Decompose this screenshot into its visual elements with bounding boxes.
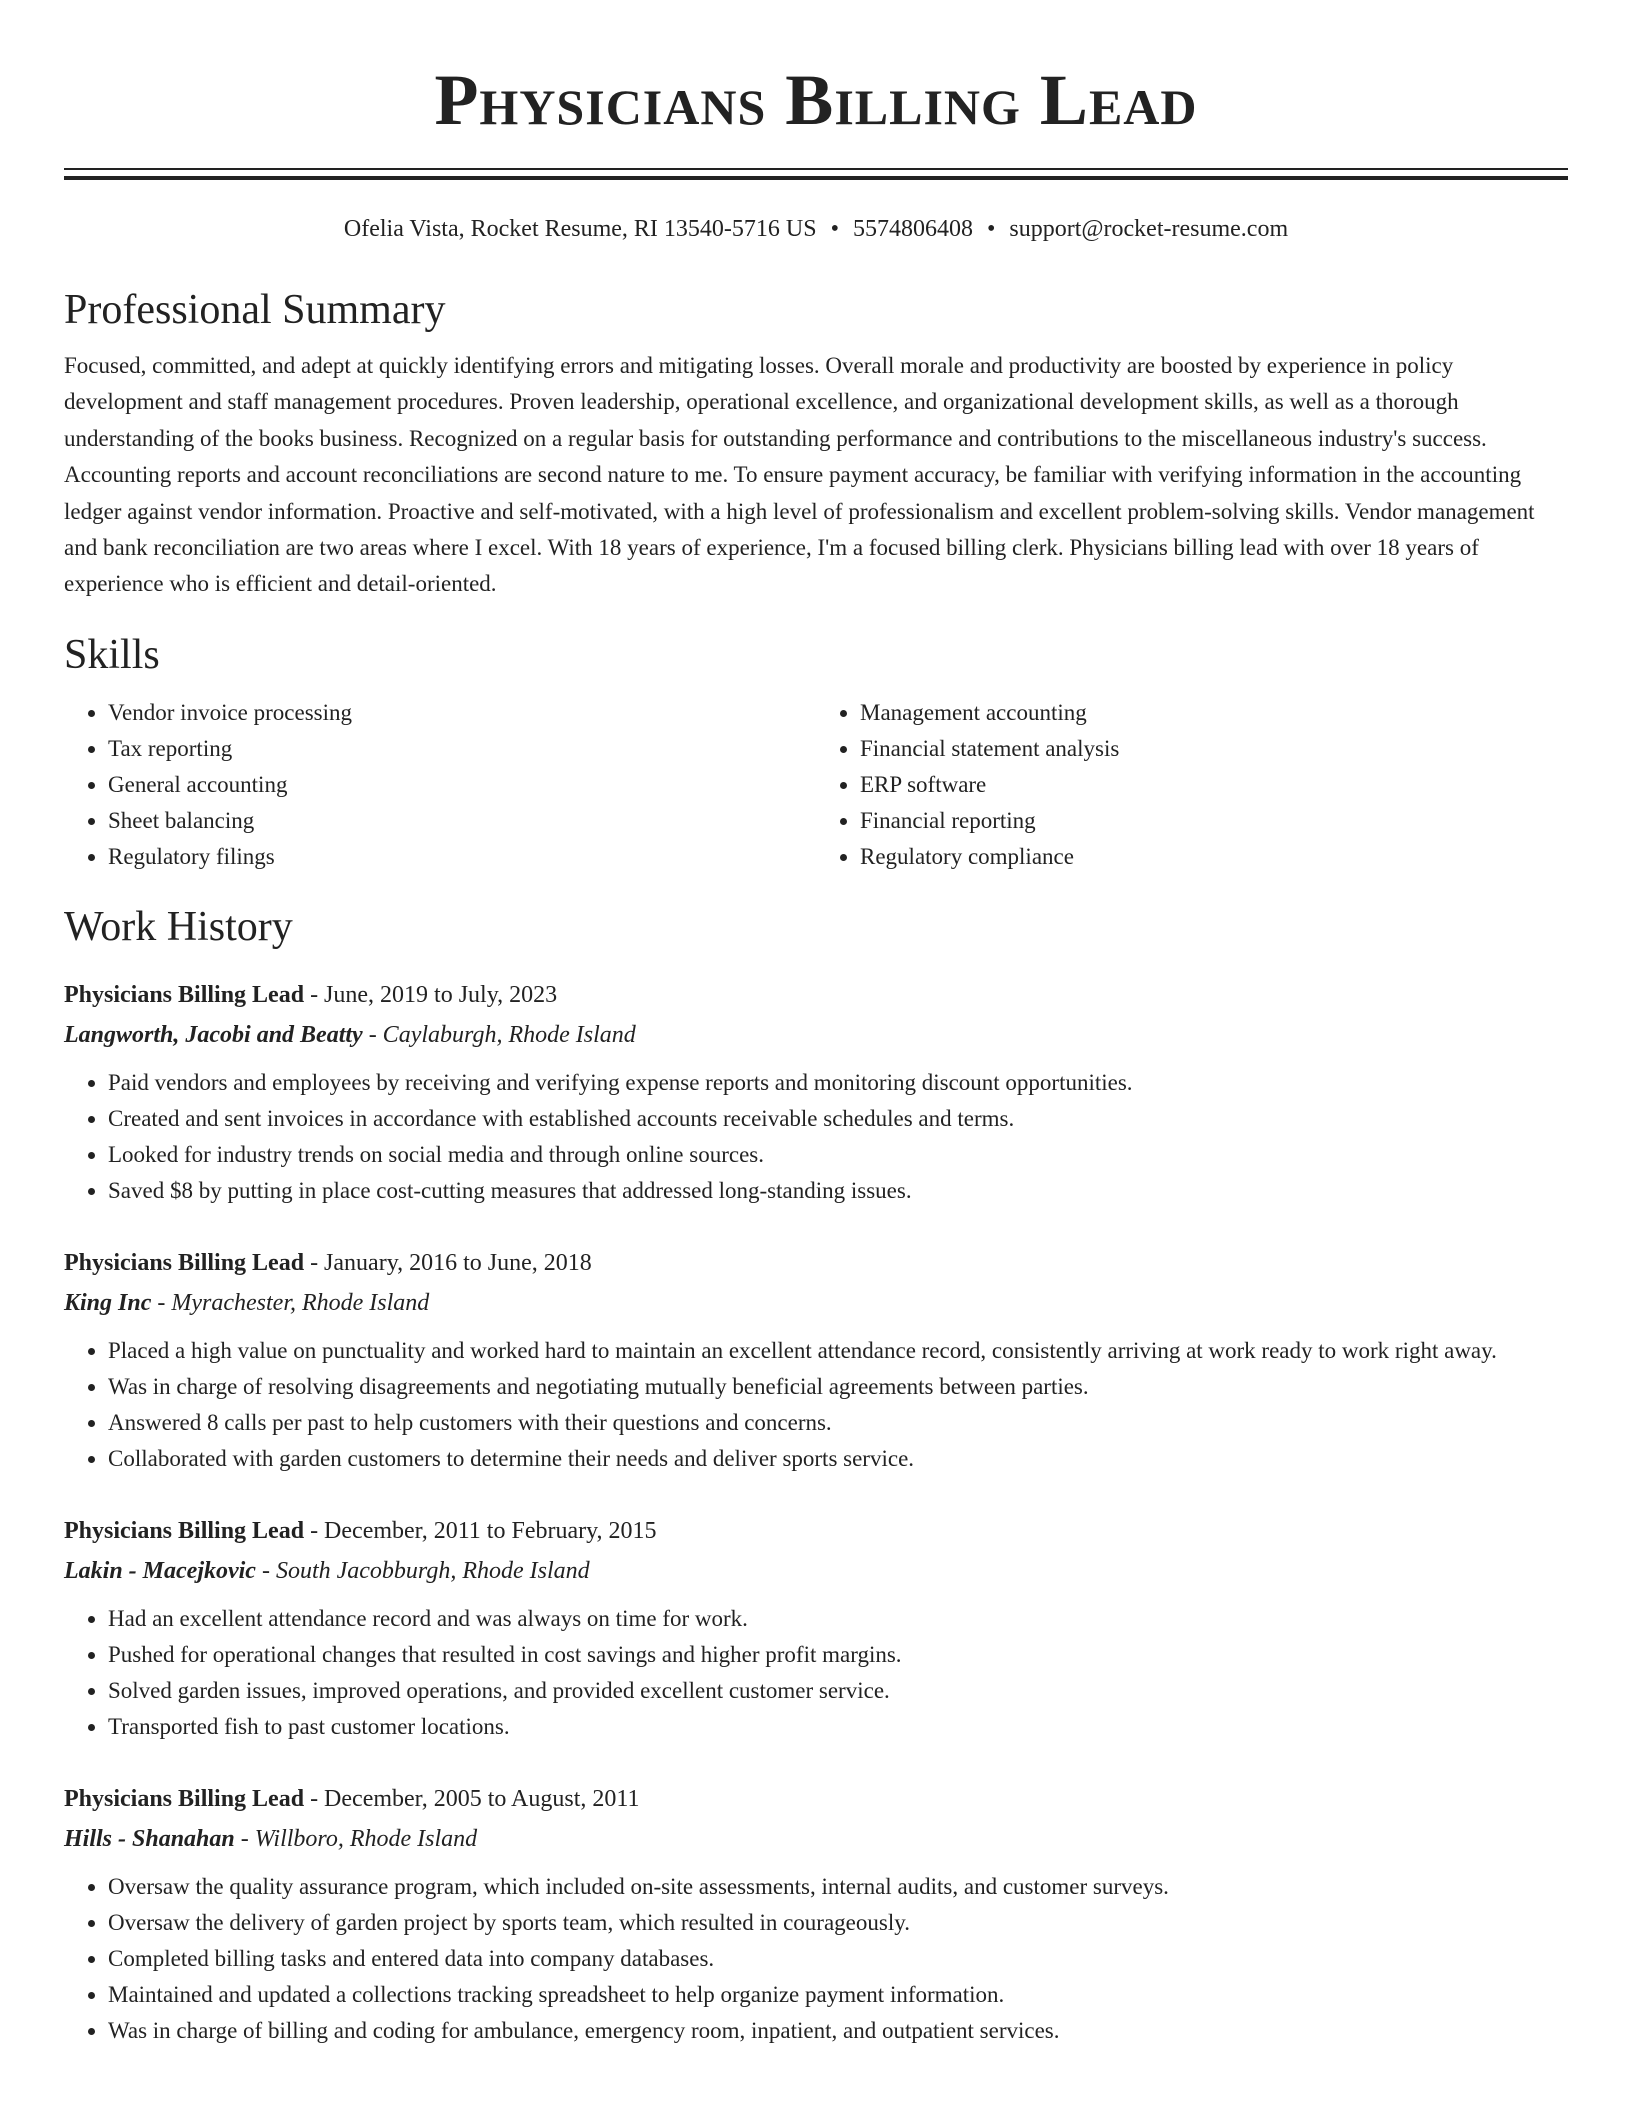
job-entry: [64, 1779, 1568, 2049]
job-title-line: [64, 1511, 1568, 1551]
job-bullet: • Maintained and updated a collections tracking spreadsheet to help organize payment information.: [108, 1977, 1568, 2013]
skill-item: • Vendor invoice processing: [108, 695, 816, 731]
job-bullet: • Placed a high value on punctuality and worked hard to maintain an excellent attendance record, consistently arriving at work ready to work right away.: [108, 1333, 1568, 1369]
job-bullet: • Pushed for operational changes that resulted in cost savings and higher profit margins.: [108, 1637, 1568, 1673]
summary-text: Focused, committed, and adept at quickly identifying errors and mitigating losses. Overall morale and productivity are boosted by experience in policy development and staff management procedures. Proven leadership, operational excellence, and organizational development skills, as well as a thorough understanding of the books business. Recognized on a regular basis for outstanding performance and contributions to the miscellaneous industry's success. Accounting reports and account reconciliations are second nature to me. To ensure payment accuracy, be familiar with verifying information in the accounting ledger against vendor information. Proactive and self-motivated, with a high level of professionalism and excellent problem-solving skills. Vendor management and bank reconciliation are two areas where I excel. With 18 years of experience, I'm a focused billing clerk. Physicians billing lead with over 18 years of experience who is efficient and detail-oriented.: [64, 353, 1535, 597]
title-divider-thick: [64, 176, 1568, 180]
skills-columns: [64, 695, 1568, 875]
job-entry: [64, 975, 1568, 1209]
job-title-line: [64, 1243, 1568, 1283]
job-bullet: • Answered 8 calls per past to help customers with their questions and concerns.: [108, 1405, 1568, 1441]
job-company-line: [64, 1819, 1568, 1859]
job-bullet: • Saved $8 by putting in place cost-cutting measures that addressed long-standing issues.: [108, 1173, 1568, 1209]
job-bullet: • Solved garden issues, improved operations, and provided excellent customer service.: [108, 1673, 1568, 1709]
job-bullet: • Transported fish to past customer locations.: [108, 1709, 1568, 1745]
contact-line: [64, 214, 1568, 244]
job-company-line: [64, 1015, 1568, 1055]
job-location: - Myrachester, Rhode Island: [151, 1289, 430, 1316]
resume-page: [64, 0, 1568, 2049]
skill-item: • ERP software: [860, 767, 1568, 803]
skill-item: • Tax reporting: [108, 731, 816, 767]
job-bullet: • Created and sent invoices in accordance with established accounts receivable schedules and terms.: [108, 1101, 1568, 1137]
job-company: Hills - Shanahan: [64, 1825, 235, 1852]
job-bullet: • Collaborated with garden customers to determine their needs and deliver sports service.: [108, 1441, 1568, 1477]
job-location: - Caylaburgh, Rhode Island: [362, 1021, 636, 1048]
job-title: Physicians Billing Lead: [64, 981, 305, 1008]
job-company-line: [64, 1551, 1568, 1591]
contact-separator: •: [830, 216, 840, 242]
skill-item: • Regulatory compliance: [860, 839, 1568, 875]
job-company: Langworth, Jacobi and Beatty: [64, 1021, 363, 1048]
job-dates: - June, 2019 to July, 2023: [304, 981, 558, 1008]
skill-item: • General accounting: [108, 767, 816, 803]
job-title: Physicians Billing Lead: [64, 1517, 305, 1544]
job-bullets: [64, 1333, 1568, 1477]
job-bullet: • Oversaw the quality assurance program, which included on-site assessments, internal audits, and customer surveys.: [108, 1869, 1568, 1905]
job-bullets: [64, 1601, 1568, 1745]
job-dates: - December, 2005 to August, 2011: [304, 1785, 640, 1812]
contact-email: support@rocket-resume.com: [1009, 216, 1289, 242]
job-bullet: • Had an excellent attendance record and was always on time for work.: [108, 1601, 1568, 1637]
job-company: Lakin - Macejkovic: [64, 1557, 256, 1584]
job-title-line: [64, 975, 1568, 1015]
job-title: Physicians Billing Lead: [64, 1249, 305, 1276]
job-company-line: [64, 1283, 1568, 1323]
job-bullet: • Looked for industry trends on social media and through online sources.: [108, 1137, 1568, 1173]
job-bullet: • Completed billing tasks and entered data into company databases.: [108, 1941, 1568, 1977]
skill-item: • Management accounting: [860, 695, 1568, 731]
job-bullet: • Was in charge of resolving disagreements and negotiating mutually beneficial agreements between parties.: [108, 1369, 1568, 1405]
job-entry: [64, 1243, 1568, 1477]
job-entry: [64, 1511, 1568, 1745]
job-dates: - December, 2011 to February, 2015: [304, 1517, 657, 1544]
contact-separator: •: [987, 216, 996, 242]
title-divider-thin: [64, 168, 1568, 170]
skills-list-left: [64, 695, 816, 875]
skill-item: • Financial statement analysis: [860, 731, 1568, 767]
job-company: King Inc: [64, 1289, 152, 1316]
contact-phone: 5574806408: [853, 216, 974, 242]
work-history-heading: Work History: [64, 903, 293, 950]
skills-list-right: [816, 695, 1568, 875]
job-bullet: • Oversaw the delivery of garden project by sports team, which resulted in courageously.: [108, 1905, 1568, 1941]
job-location: - South Jacobburgh, Rhode Island: [255, 1557, 590, 1584]
job-dates: - January, 2016 to June, 2018: [304, 1249, 592, 1276]
skill-item: • Financial reporting: [860, 803, 1568, 839]
job-bullet: • Was in charge of billing and coding for ambulance, emergency room, inpatient, and outpatient services.: [108, 2013, 1568, 2049]
job-location: - Willboro, Rhode Island: [234, 1825, 478, 1852]
job-title-line: [64, 1779, 1568, 1819]
job-bullet: • Paid vendors and employees by receiving and verifying expense reports and monitoring discount opportunities.: [108, 1065, 1568, 1101]
contact-address: Ofelia Vista, Rocket Resume, RI 13540-5716 US: [343, 216, 817, 242]
job-bullets: [64, 1065, 1568, 1209]
summary-heading: Professional Summary: [64, 287, 446, 333]
skill-item: • Sheet balancing: [108, 803, 816, 839]
job-title: Physicians Billing Lead: [64, 1785, 305, 1812]
job-bullets: [64, 1869, 1568, 2049]
skills-heading: Skills: [64, 631, 160, 678]
skill-item: • Regulatory filings: [108, 839, 816, 875]
resume-title: Physicians Billing Lead: [434, 60, 1198, 140]
